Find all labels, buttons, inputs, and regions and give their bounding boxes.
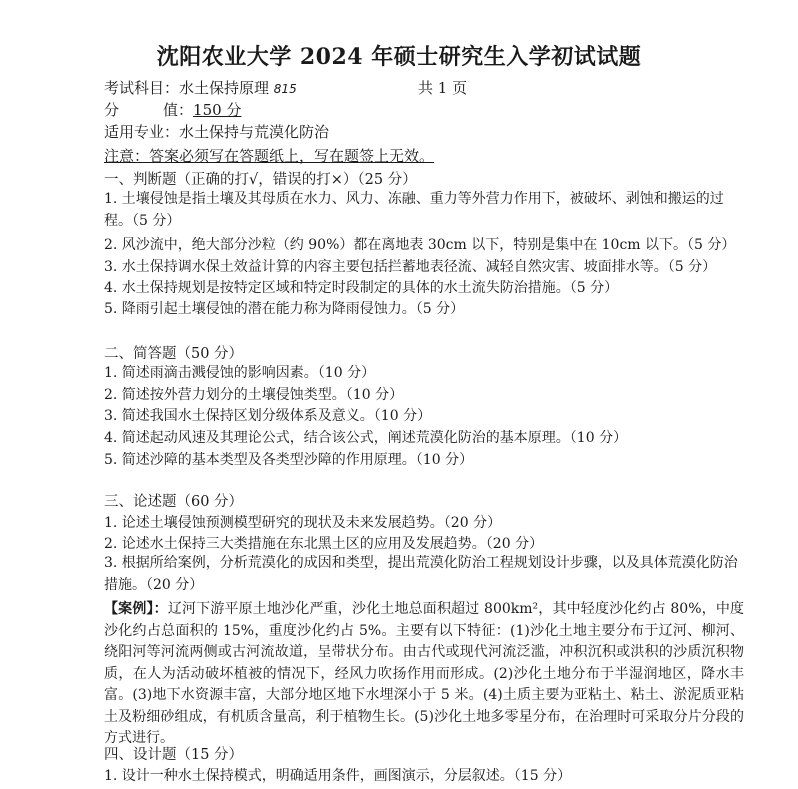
question-4-1: 1. 设计一种水土保持模式，明确适用条件，画图演示，分层叙述。（15 分） (104, 768, 572, 784)
exam-title: 沈阳农业大学 2024 年硕士研究生入学初试试题 (156, 44, 642, 70)
question-2-5: 5. 简述沙障的基本类型及各类型沙障的作用原理。（10 分） (104, 452, 474, 468)
section-heading-4: 四、设计题（15 分） (104, 747, 244, 763)
section-heading-2: 二、简答题（50 分） (104, 346, 244, 362)
question-1-1: 1. 土壤侵蚀是指土壤及其母质在水力、风力、冻融、重力等外营力作用下，被破坏、剥蚀和搬运的过程。（5 分） (104, 191, 724, 229)
section-heading-1: 一、判断题（正确的打√，错误的打×）（25 分） (104, 172, 417, 188)
exam-subject-text: 考试科目：水土保持原理 (104, 79, 270, 97)
question-1-2: 2. 风沙流中，绝大部分沙粒（约 90%）都在离地表 30cm 以下，特别是集中在 10cm 以下。（5 分） (104, 237, 736, 253)
question-2-3: 3. 简述我国水土保持区划分级体系及意义。（10 分） (104, 408, 432, 424)
question-1-4: 4. 水土保持规划是按特定区域和特定时段制定的具体的水土流失防治措施。（5 分） (104, 280, 619, 296)
exam-subject (104, 77, 297, 98)
case-tag: 【案例】： (104, 601, 168, 617)
question-1-5: 5. 降雨引起土壤侵蚀的潜在能力称为降雨侵蚀力。（5 分） (104, 301, 465, 317)
score-value: 150 分 (193, 101, 242, 119)
handwritten-subject-code: 815 (273, 82, 297, 96)
question-3-2: 2. 论述水土保持三大类措施在东北黑土区的应用及发展趋势。（20 分） (104, 536, 544, 552)
question-1-3: 3. 水土保持调水保土效益计算的内容主要包括拦蓄地表径流、减轻自然灾害、坡面排水等。（5 分） (104, 259, 717, 275)
case-text: 辽河下游平原土地沙化严重，沙化土地总面积超过 800km²，其中轻度沙化约占 80%，中度沙化约占总面积的 15%，重度沙化约占 5%。主要有以下特征：(1)沙化土地主要分布于辽河、柳河、绕阳河等河流两侧或古河流故道，呈带状分布。由古代或现代河流泛滥，冲积沉积或洪积的沙质沉积物质，在人为活动破坏植被的情况下，经风力吹扬作用而形成。(2)沙化土地分布于半湿润地区，降水丰富。(3)地下水资源丰富，大部分地区地下水埋深小于 5 米。(4)土质主要为亚粘土、粘土、淤泥质亚粘土及粉细砂组成，有机质含量高，利于植物生长。(5)沙化土地多零星分布，在治理时可采取分片分段的方式进行。 (104, 601, 745, 746)
answer-notice: 注意：答案必须写在答题纸上，写在题签上无效。 (104, 147, 435, 165)
exam-score (104, 99, 241, 120)
score-label-1: 分 (104, 101, 120, 119)
question-2-2: 2. 简述按外营力划分的土壤侵蚀类型。（10 分） (104, 387, 404, 403)
question-3-3: 3. 根据所给案例，分析荒漠化的成因和类型，提出荒漠化防治工程规划设计步骤，以及具体荒漠化防治措施。（20 分） (104, 555, 738, 593)
page-count: 共 1 页 (418, 79, 468, 97)
question-2-4: 4. 简述起动风速及其理论公式，结合该公式，阐述荒漠化防治的基本原理。（10 分） (104, 430, 628, 446)
applicable-major: 适用专业：水土保持与荒漠化防治 (104, 123, 330, 141)
question-3-1: 1. 论述土壤侵蚀预测模型研究的现状及未来发展趋势。（20 分） (104, 515, 502, 531)
question-2-1: 1. 简述雨滴击溅侵蚀的影响因素。（10 分） (104, 365, 376, 381)
section-heading-3: 三、论述题（60 分） (104, 494, 244, 510)
case-study (104, 599, 744, 750)
score-label-2: 值： (163, 101, 194, 119)
